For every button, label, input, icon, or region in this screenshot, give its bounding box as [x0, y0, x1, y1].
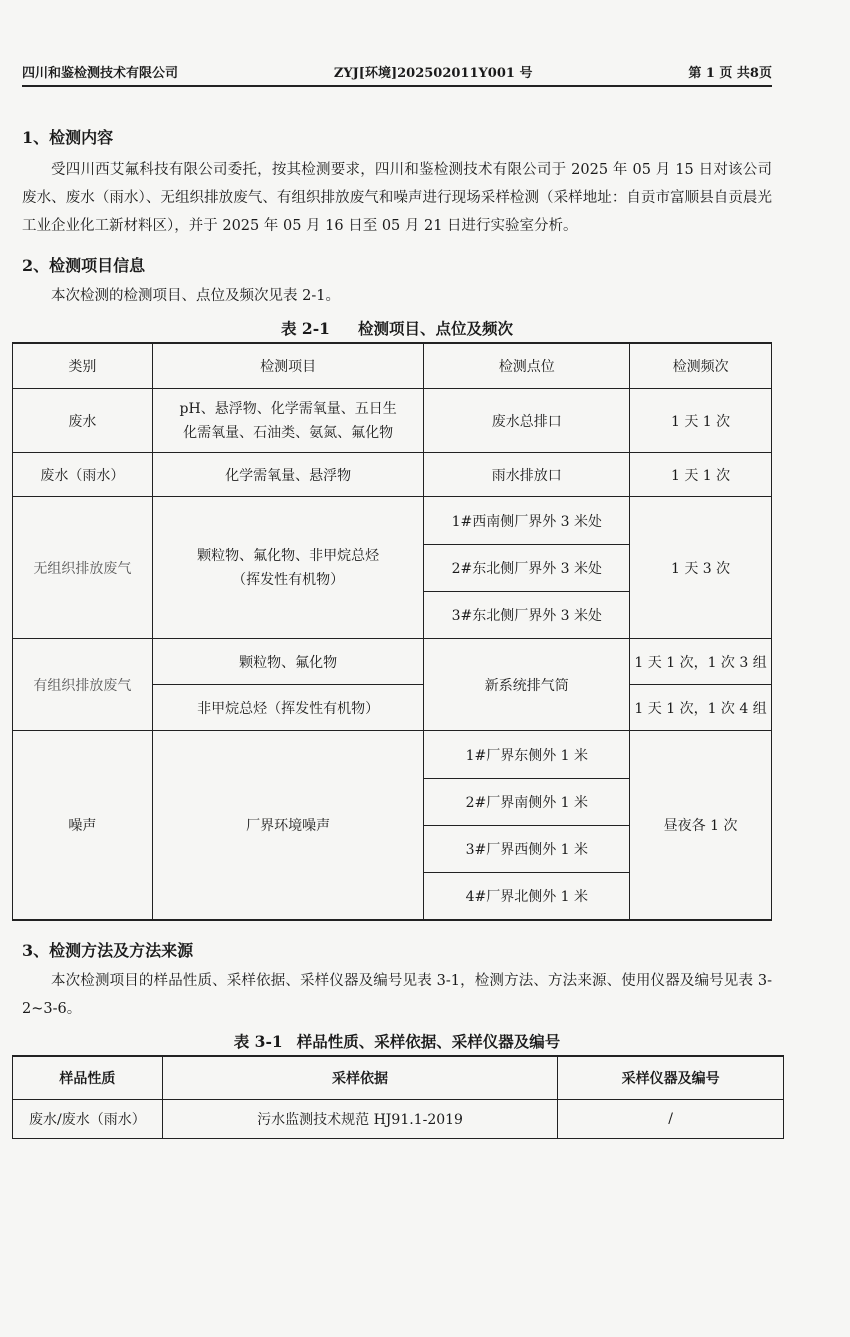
sampling-instrument: /: [558, 1099, 784, 1138]
freq-rainwater: 1 天 1 次: [630, 453, 772, 497]
freq-organized-2: 1 天 1 次，1 次 4 组: [630, 685, 772, 731]
freq-noise: 昼夜各 1 次: [630, 731, 772, 920]
table2-1-header-row: [13, 343, 772, 389]
table2-1-caption: [22, 316, 772, 342]
category-wastewater: 废水: [13, 389, 153, 453]
category-rainwater: 废水（雨水）: [13, 453, 153, 497]
table3-1: [12, 1055, 784, 1139]
items-rainwater: 化学需氧量、悬浮物: [152, 453, 424, 497]
page-header: [22, 62, 772, 87]
header-sampling-instrument: 采样仪器及编号: [558, 1056, 784, 1100]
items-wastewater: [152, 389, 424, 453]
header-category: 类别: [13, 343, 153, 389]
table-row: [13, 1099, 784, 1138]
table3-1-number: 表 3-1: [233, 1031, 283, 1051]
header-items: 检测项目: [152, 343, 424, 389]
table-row-wastewater: [13, 389, 772, 453]
items-organized-1: 颗粒物、氟化物: [152, 639, 424, 685]
point-unorganized-2: 2#东北侧厂界外 3 米处: [424, 545, 630, 592]
header-sample-nature: 样品性质: [13, 1056, 163, 1100]
freq-organized-1: 1 天 1 次，1 次 3 组: [630, 639, 772, 685]
table-row-unorganized-1: [13, 497, 772, 545]
header-frequency: 检测频次: [630, 343, 772, 389]
table2-1: [12, 342, 772, 921]
items-organized-2: 非甲烷总烃（挥发性有机物）: [152, 685, 424, 731]
header-points: 检测点位: [424, 343, 630, 389]
point-unorganized-1: 1#西南侧厂界外 3 米处: [424, 497, 630, 545]
header-page-number: 第 1 页 共8页: [688, 66, 772, 81]
point-noise-4: 4#厂界北侧外 1 米: [424, 873, 630, 920]
sample-nature: 废水/废水（雨水）: [13, 1099, 163, 1138]
header-report-number: ZYJ[环境]202502011Y001 号: [333, 66, 533, 81]
sampling-basis: 污水监测技术规范 HJ91.1-2019: [162, 1099, 557, 1138]
point-organized: 新系统排气筒: [424, 639, 630, 731]
category-organized: 有组织排放废气: [13, 639, 153, 731]
point-noise-2: 2#厂界南侧外 1 米: [424, 779, 630, 826]
category-noise: 噪声: [13, 731, 153, 920]
table2-1-title: 检测项目、点位及频次: [357, 319, 513, 338]
point-wastewater: 废水总排口: [424, 389, 630, 453]
table2-1-number: 表 2-1: [281, 319, 330, 338]
items-wastewater-line1: pH、悬浮物、化学需氧量、五日生: [179, 400, 397, 417]
items-unorganized: [152, 497, 424, 639]
table-row-rainwater: [13, 453, 772, 497]
document-body: [22, 126, 772, 1139]
items-wastewater-line2: 化需氧量、石油类、氨氮、氟化物: [183, 424, 394, 441]
table3-1-title: 样品性质、采样依据、采样仪器及编号: [296, 1031, 561, 1051]
point-noise-1: 1#厂界东侧外 1 米: [424, 731, 630, 779]
section2-title: 2、检测项目信息: [22, 256, 146, 275]
point-noise-3: 3#厂界西侧外 1 米: [424, 826, 630, 873]
freq-unorganized: 1 天 3 次: [630, 497, 772, 639]
header-company: 四川和鉴检测技术有限公司: [22, 66, 179, 81]
category-unorganized: 无组织排放废气: [13, 497, 153, 639]
freq-wastewater: 1 天 1 次: [630, 389, 772, 453]
header-sampling-basis: 采样依据: [162, 1056, 557, 1100]
items-unorganized-line2: （挥发性有机物）: [232, 571, 345, 588]
items-noise: 厂界环境噪声: [152, 731, 424, 920]
table-row-organized-1: [13, 639, 772, 685]
table3-1-header-row: [13, 1056, 784, 1100]
section1-paragraph: 受四川西艾氟科技有限公司委托，按其检测要求，四川和鉴检测技术有限公司于 2025 年 05 月 15 日对该公司废水、废水（雨水）、无组织排放废气、有组织排放废气和噪声进行现场采样检测（采样地址：自贡市富顺县自贡晨光工业企业化工新材料区），并于 2025 年 05 月 16 日至 05 月 21 日进行实验室分析。: [22, 162, 772, 234]
table3-1-caption: [22, 1029, 772, 1055]
section3-title: 3、检测方法及方法来源: [22, 940, 194, 960]
table-row-noise-1: [13, 731, 772, 779]
section1-title: 1、检测内容: [22, 128, 114, 147]
point-rainwater: 雨水排放口: [424, 453, 630, 497]
section2-paragraph: 本次检测的检测项目、点位及频次见表 2-1。: [51, 288, 340, 304]
point-unorganized-3: 3#东北侧厂界外 3 米处: [424, 592, 630, 639]
section3-paragraph: 本次检测项目的样品性质、采样依据、采样仪器及编号见表 3-1，检测方法、方法来源、使用仪器及编号见表 3-2~3-6。: [22, 972, 772, 1017]
items-unorganized-line1: 颗粒物、氟化物、非甲烷总烃: [197, 547, 380, 564]
